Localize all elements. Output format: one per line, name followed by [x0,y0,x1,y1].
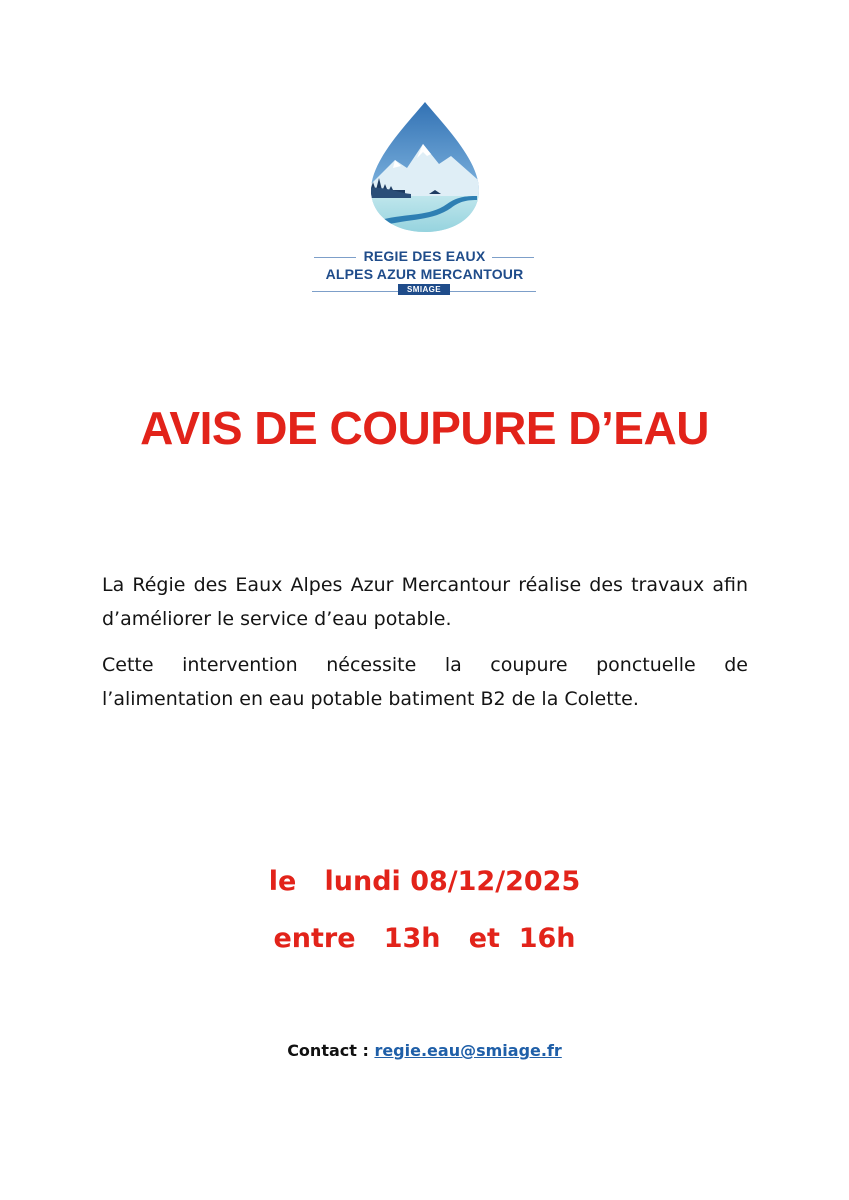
word: nécessite [326,654,417,676]
intervention-paragraph-line2: l’alimentation en eau potable batiment B2 de la Colette. [102,688,639,710]
page-title: AVIS DE COUPURE D’EAU [140,402,709,454]
logo-rule [312,291,398,292]
contact-label: Contact : [287,1041,375,1060]
word: coupure [490,654,568,676]
outage-time-window: entre 13h et 16h [273,923,576,954]
word: ponctuelle [596,654,696,676]
word: de [724,654,748,676]
word: Cette [102,654,154,676]
intro-paragraph: La Régie des Eaux Alpes Azur Mercantour réalise des travaux afin d’améliorer le service d’eau potable. [102,574,748,630]
logo-text-line1: REGIE DES EAUX [363,248,486,264]
outage-date: le lundi 08/12/2025 [268,866,581,897]
water-drop-mountain-logo-icon [365,98,485,238]
intervention-paragraph-line1 [102,648,748,682]
intervention-paragraph [102,648,748,716]
logo [0,98,849,294]
logo-text-line2: ALPES AZUR MERCANTOUR [325,266,524,282]
contact-email-link[interactable]: regie.eau@smiage.fr [374,1041,562,1060]
logo-badge: SMIAGE [398,284,450,295]
word: la [444,654,462,676]
word: intervention [182,654,298,676]
logo-rule [450,291,536,292]
contact-line [0,1041,849,1060]
